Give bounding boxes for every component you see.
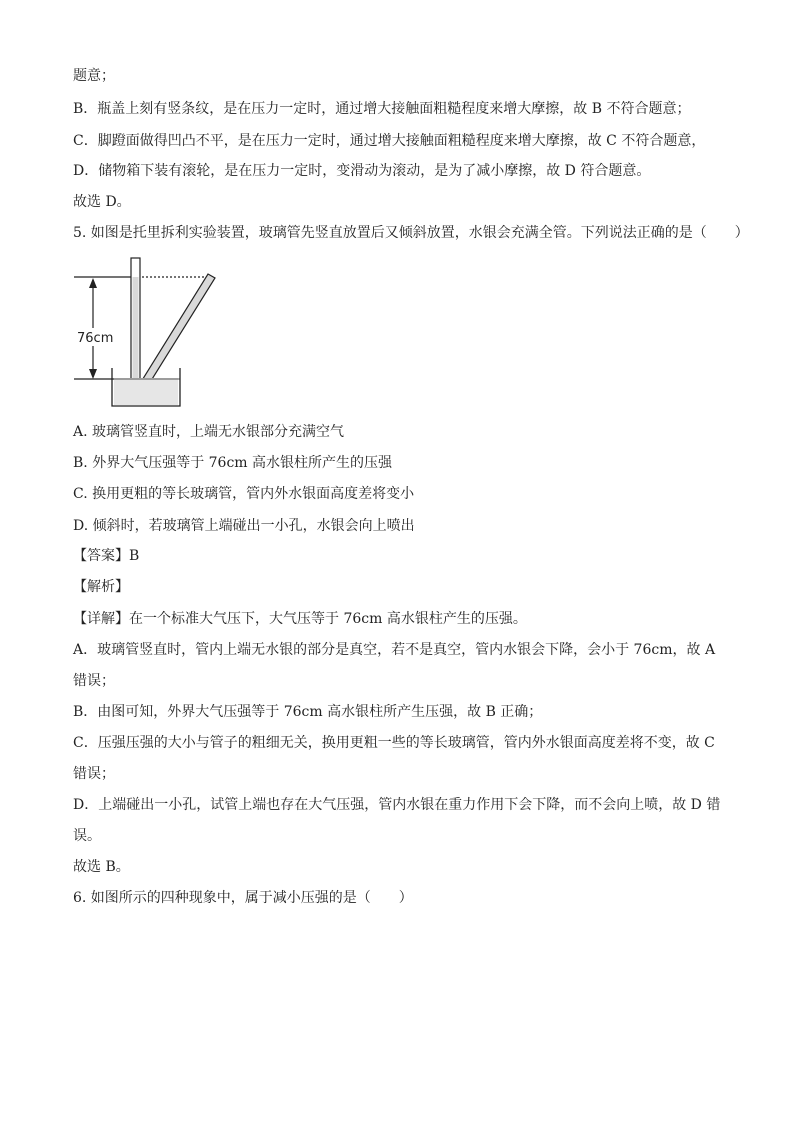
text-line-1: 题意；	[73, 68, 115, 84]
arrow-down-head	[89, 369, 97, 379]
analysis-label: 【解析】	[73, 579, 129, 595]
text-line-5: 故选 D。	[73, 194, 131, 210]
text-line-3: C．脚蹬面做得凹凸不平，是在压力一定时，通过增大接触面粗糙程度来增大摩擦，故 C 不符合题意，	[73, 133, 706, 149]
option-d: D. 倾斜时，若玻璃管上端碰出一小孔，水银会向上喷出	[73, 518, 415, 534]
answer-label: 【答案】B	[73, 548, 140, 564]
detail-c-line-2: 错误；	[73, 766, 115, 782]
arrow-up-head	[89, 278, 97, 288]
detail-b: B．由图可知，外界大气压强等于 76cm 高水银柱所产生压强，故 B 正确；	[73, 704, 543, 720]
torricelli-diagram	[68, 250, 218, 410]
tilted-glass-tube	[136, 274, 215, 392]
detail-a-line-2: 错误；	[73, 673, 115, 689]
question-6-stem: 6. 如图所示的四种现象中，属于减小压强的是（ ）	[73, 890, 413, 906]
text-line-4: D．储物箱下装有滚轮，是在压力一定时，变滑动为滚动，是为了减小摩擦，故 D 符合题意。	[73, 163, 651, 179]
detail-intro: 【详解】在一个标准大气压下，大气压等于 76cm 高水银柱产生的压强。	[73, 611, 527, 627]
detail-d-line-2: 误。	[73, 828, 101, 844]
option-c: C. 换用更粗的等长玻璃管，管内外水银面高度差将变小	[73, 486, 415, 502]
option-b: B. 外界大气压强等于 76cm 高水银柱所产生的压强	[73, 455, 393, 471]
height-label: 76cm	[77, 331, 114, 346]
detail-d-line-1: D．上端碰出一小孔，试管上端也存在大气压强，管内水银在重力作用下会下降，而不会向上喷，故 D 错	[73, 797, 721, 813]
text-line-2: B．瓶盖上刻有竖条纹，是在压力一定时，通过增大接触面粗糙程度来增大摩擦，故 B 不符合题意；	[73, 101, 691, 117]
vertical-tube-mercury	[133, 277, 139, 389]
detail-a-line-1: A．玻璃管竖直时，管内上端无水银的部分是真空，若不是真空，管内水银会下降，会小于 76cm，故 A	[73, 642, 716, 658]
detail-c-line-1: C．压强压强的大小与管子的粗细无关，换用更粗一些的等长玻璃管，管内外水银面高度差将不变，故 C	[73, 735, 715, 751]
conclusion: 故选 B。	[73, 859, 130, 875]
option-a: A. 玻璃管竖直时，上端无水银部分充满空气	[73, 424, 345, 440]
torricelli-apparatus-figure	[68, 250, 218, 410]
question-5-stem: 5. 如图是托里拆利实验装置，玻璃管先竖直放置后又倾斜放置，水银会充满全管。下列说法正确的是（ ）	[73, 225, 749, 241]
mercury-in-basin	[114, 378, 178, 405]
